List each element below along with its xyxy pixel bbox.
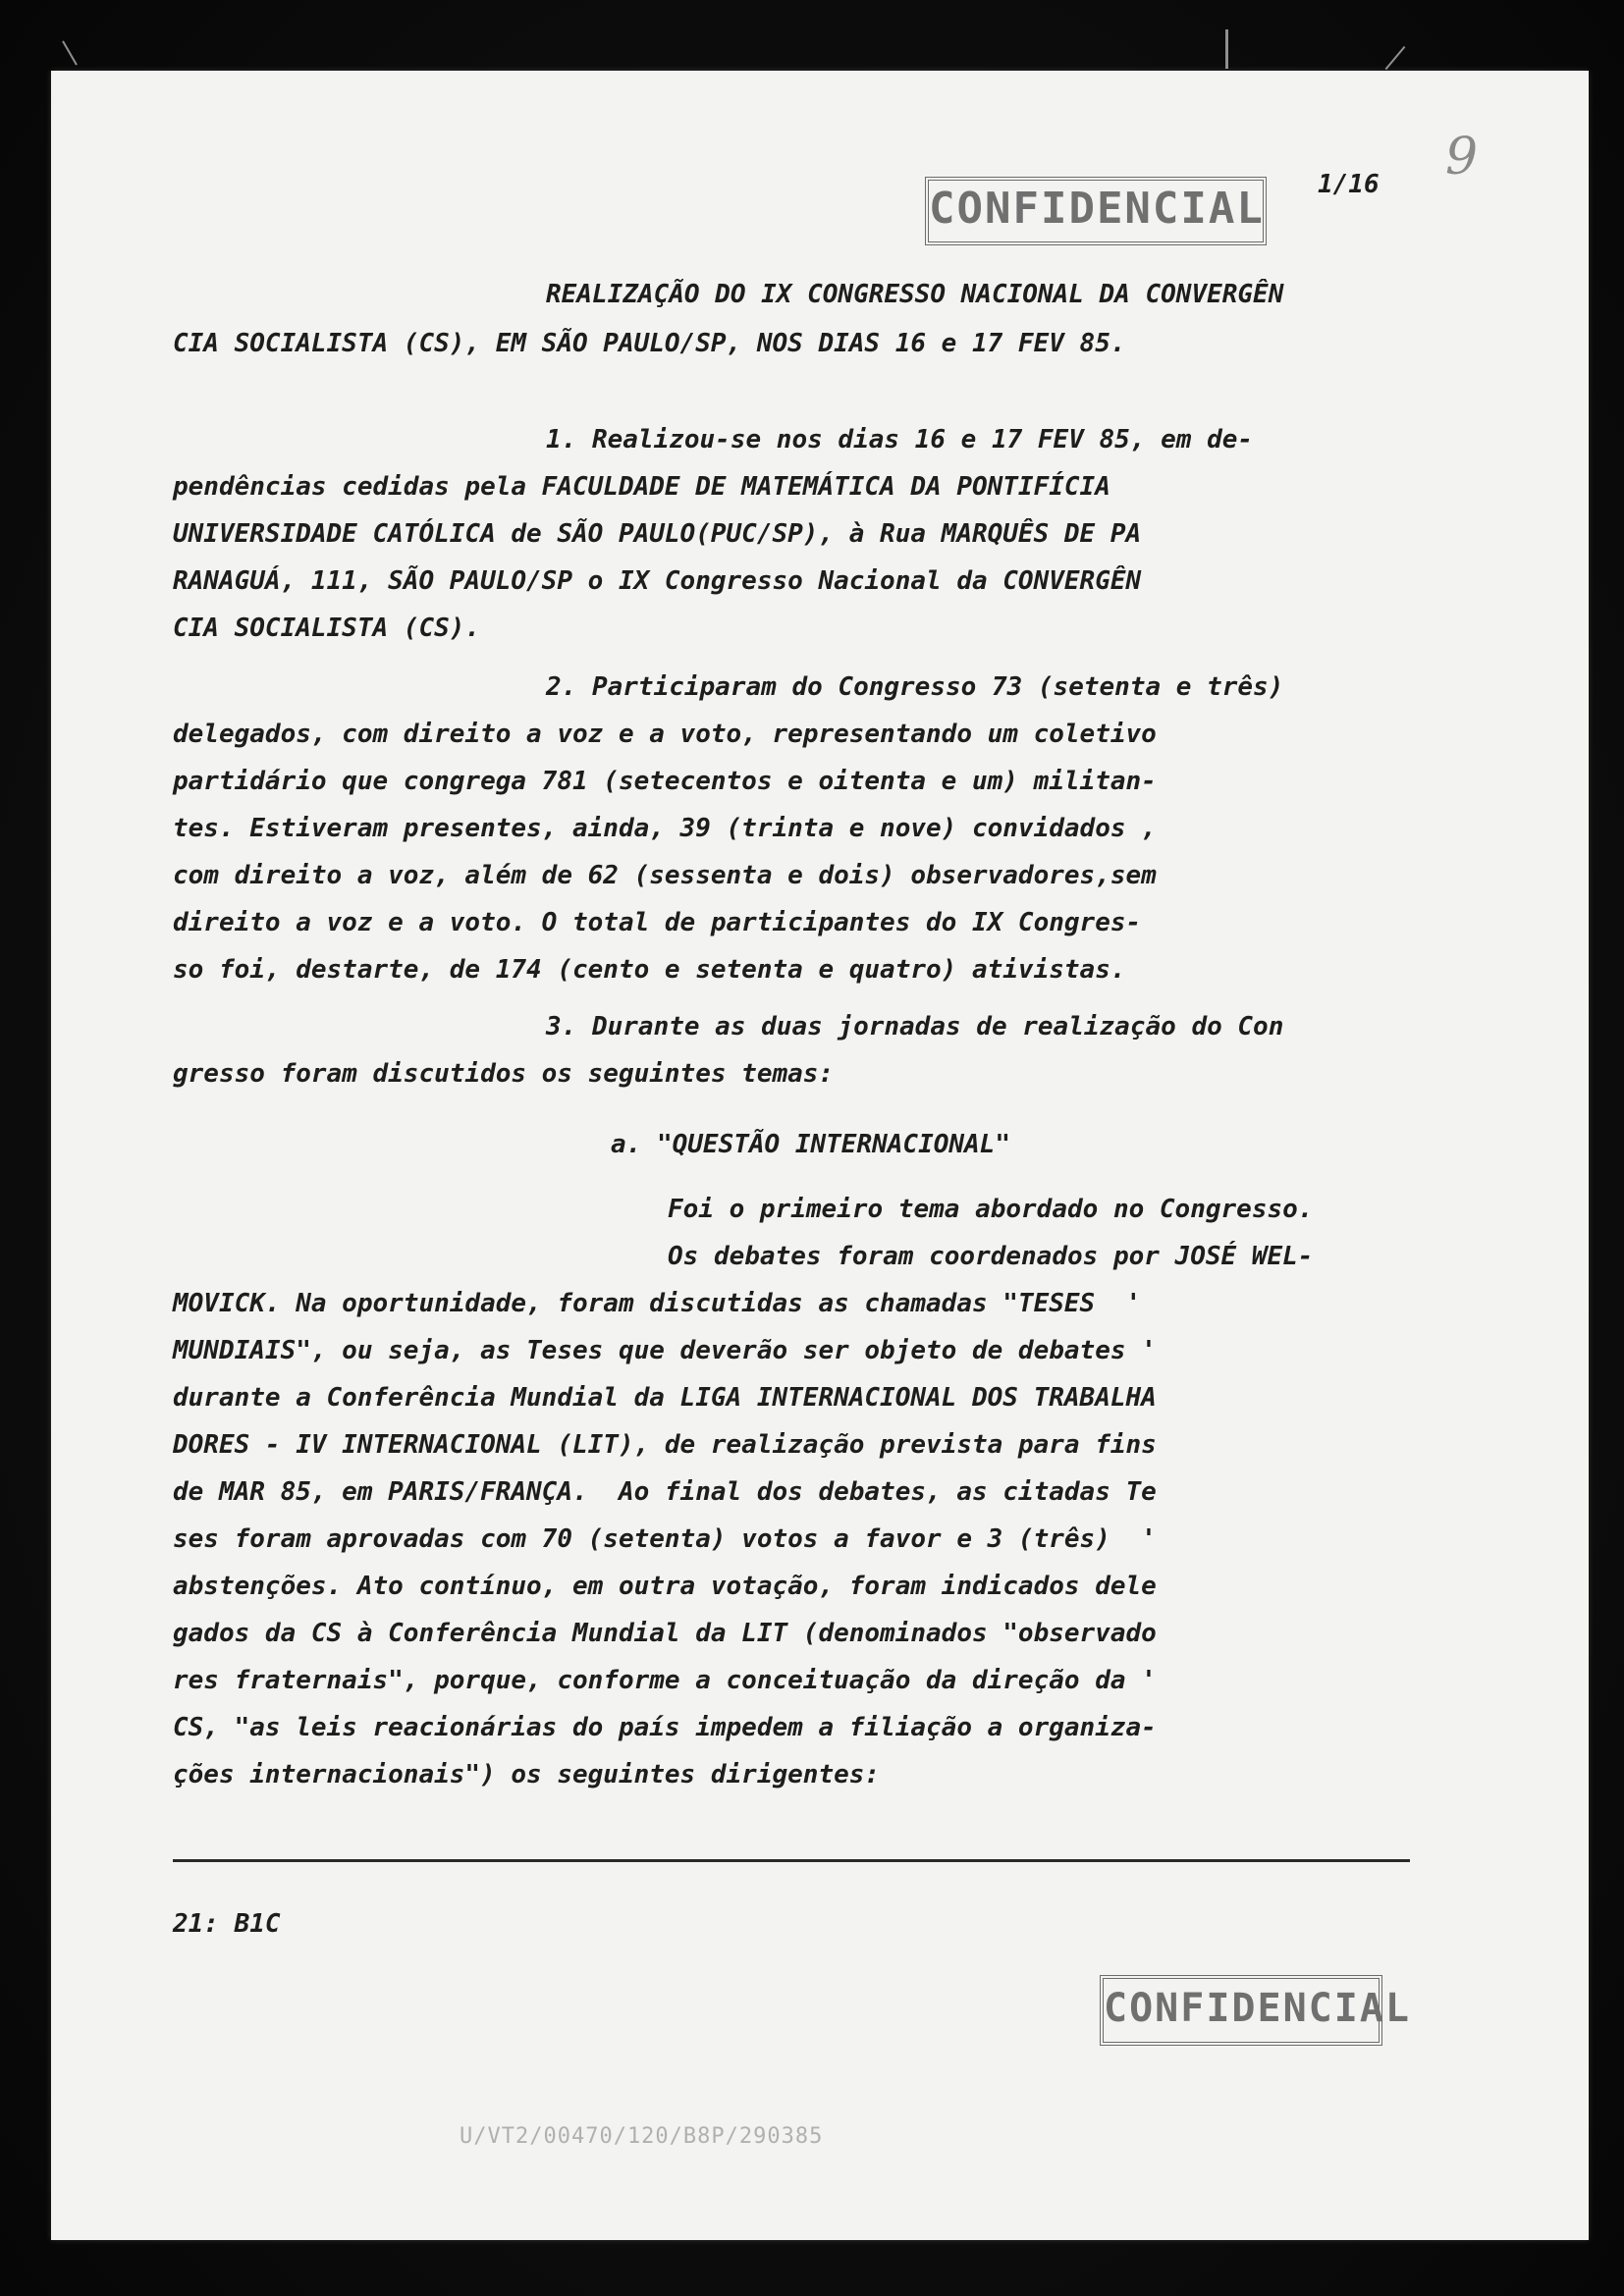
para2-line-6: direito a voz e a voto. O total de participantes do IX Congres- [173,908,1142,937]
confidential-stamp-bottom: CONFIDENCIAL [1100,1975,1382,2046]
item-a-line-1: Foi o primeiro tema abordado no Congresso. [668,1195,1314,1224]
para2-line-2: delegados, com direito a voz e a voto, representando um coletivo [173,720,1157,749]
item-a-line-12: CS, "as leis reacionárias do país impedem a filiação a organiza- [173,1713,1157,1742]
para2-line-1: 2. Participaram do Congresso 73 (setenta e três) [546,672,1284,702]
item-a-line-5: durante a Conferência Mundial da LIGA INTERNACIONAL DOS TRABALHA [173,1383,1157,1413]
para2-line-4: tes. Estiveram presentes, ainda, 39 (trinta e nove) convidados , [173,814,1157,843]
item-a-line-13: ções internacionais") os seguintes dirigentes: [173,1760,881,1789]
film-scratch [1225,29,1228,69]
footer-code: 21: B1C [173,1909,281,1939]
item-a-heading: a. "QUESTÃO INTERNACIONAL" [611,1130,1010,1159]
item-a-line-3: MOVICK. Na oportunidade, foram discutidas as chamadas "TESES ' [173,1289,1142,1318]
page-number: 1/16 [1318,170,1380,199]
document-title-line-2: CIA SOCIALISTA (CS), EM SÃO PAULO/SP, NOS DIAS 16 e 17 FEV 85. [173,329,1126,358]
para1-line-2: pendências cedidas pela FACULDADE DE MATEMÁTICA DA PONTIFÍCIA [173,472,1110,502]
document-page [51,71,1589,2240]
item-a-line-7: de MAR 85, em PARIS/FRANÇA. Ao final dos debates, as citadas Te [173,1477,1157,1507]
microfilm-reference: U/VT2/00470/120/B8P/290385 [460,2124,824,2149]
item-a-line-8: ses foram aprovadas com 70 (setenta) votos a favor e 3 (três) ' [173,1524,1157,1554]
para3-line-2: gresso foram discutidos os seguintes temas: [173,1059,835,1089]
item-a-line-4: MUNDIAIS", ou seja, as Teses que deverão ser objeto de debates ' [173,1336,1157,1365]
para2-line-3: partidário que congrega 781 (setecentos e oitenta e um) militan- [173,767,1157,796]
item-a-line-2: Os debates foram coordenados por JOSÉ WEL- [668,1242,1314,1271]
handwritten-page-number: 9 [1445,128,1479,187]
item-a-line-10: gados da CS à Conferência Mundial da LIT (denominados "observado [173,1619,1157,1648]
para1-line-5: CIA SOCIALISTA (CS). [173,614,481,643]
item-a-line-6: DORES - IV INTERNACIONAL (LIT), de realização prevista para fins [173,1430,1157,1460]
footer-rule [173,1859,1410,1862]
confidential-stamp-top: CONFIDENCIAL [925,177,1267,245]
item-a-line-9: abstenções. Ato contínuo, em outra votação, foram indicados dele [173,1572,1157,1601]
item-a-line-11: res fraternais", porque, conforme a conceituação da direção da ' [173,1666,1157,1695]
para2-line-7: so foi, destarte, de 174 (cento e setenta e quatro) ativistas. [173,955,1126,985]
para1-line-3: UNIVERSIDADE CATÓLICA de SÃO PAULO(PUC/SP), à Rua MARQUÊS DE PA [173,519,1142,549]
para2-line-5: com direito a voz, além de 62 (sessenta e dois) observadores,sem [173,861,1157,890]
para1-line-4: RANAGUÁ, 111, SÃO PAULO/SP o IX Congresso Nacional da CONVERGÊN [173,566,1142,596]
para1-line-1: 1. Realizou-se nos dias 16 e 17 FEV 85, em de- [546,425,1254,454]
para3-line-1: 3. Durante as duas jornadas de realização do Con [546,1012,1284,1041]
document-title-line-1: REALIZAÇÃO DO IX CONGRESSO NACIONAL DA CONVERGÊN [546,280,1284,309]
